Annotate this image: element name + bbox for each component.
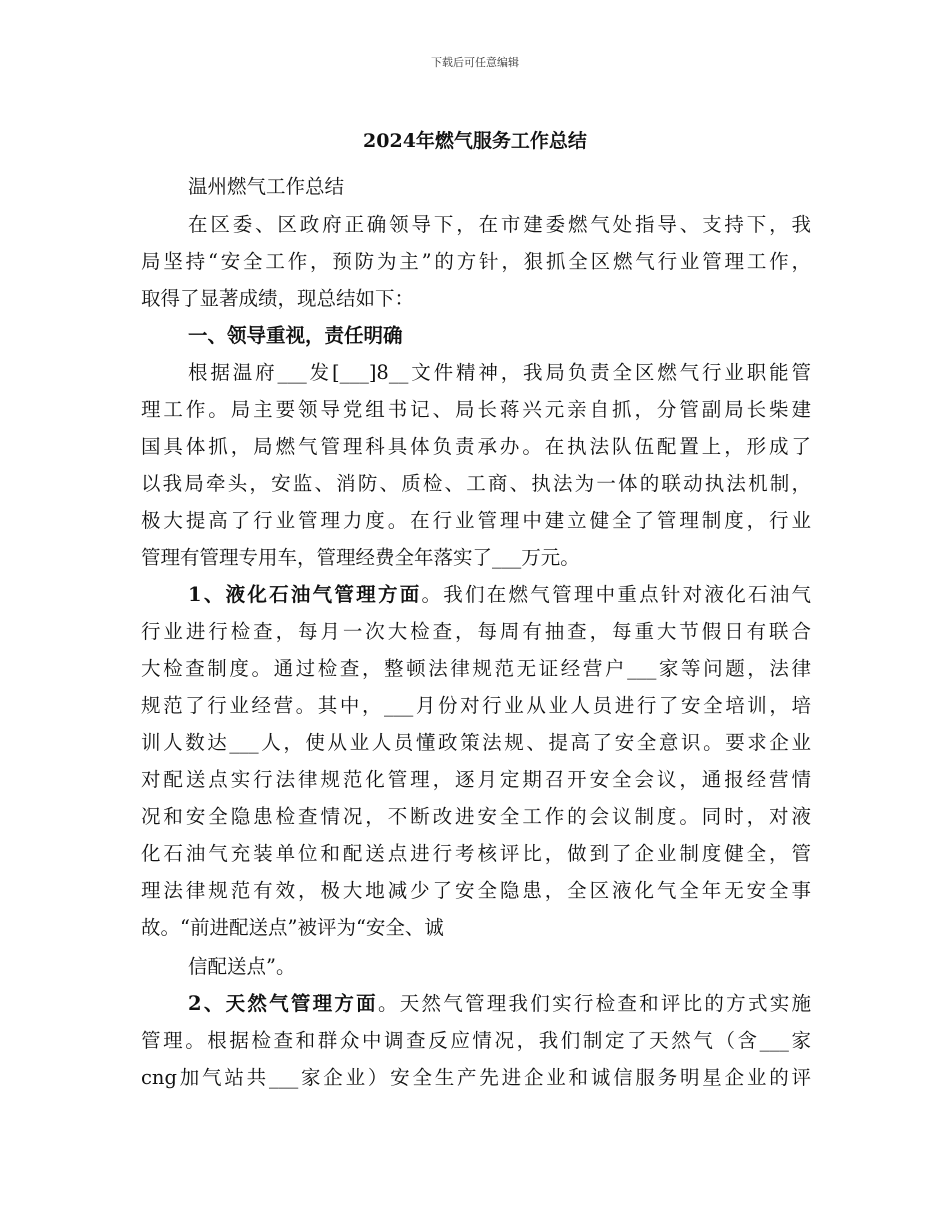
paragraph-line: 故。“前进配送点”被评为“安全、诚 [141, 916, 444, 939]
paragraph-line: 况和安全隐患检查情况，不断改进安全工作的会议制度。同时，对液 [141, 805, 811, 828]
paragraph-line: 管理。根据检查和群众中调查反应情况，我们制定了天然气（含___家 [141, 1029, 811, 1052]
paragraph-line: 理法律规范有效，极大地减少了安全隐患，全区液化气全年无安全事 [141, 879, 811, 902]
paragraph-line: 规范了行业经营。其中，___月份对行业从业人员进行了安全培训，培 [141, 694, 811, 717]
subtitle: 温州燃气工作总结 [188, 175, 345, 198]
section-heading: 一、领导重视，责任明确 [188, 324, 403, 347]
page-header-note: 下载后可任意编辑 [431, 56, 519, 69]
subsection-heading: 2、天然气管理方面 [188, 992, 378, 1015]
subsection-first-line [188, 583, 811, 607]
subsection-heading: 1、液化石油气管理方面 [188, 583, 422, 606]
intro-line: 取得了显著成绩，现总结如下： [141, 287, 415, 310]
paragraph-line: 根据温府___发[___]8__文件精神，我局负责全区燃气行业职能管 [188, 361, 811, 384]
paragraph-line: 极大提高了行业管理力度。在行业管理中建立健全了管理制度，行业 [141, 509, 811, 532]
paragraph-line: cng加气站共___家企业）安全生产先进企业和诚信服务明星企业的评 [141, 1066, 811, 1089]
paragraph-text: 。天然气管理我们实行检查和评比的方式实施 [377, 992, 811, 1015]
paragraph-line: 行业进行检查，每月一次大检查，每周有抽查，每重大节假日有联合 [141, 620, 811, 643]
paragraph-line: 管理有管理专用车，管理经费全年落实了___万元。 [141, 546, 580, 569]
paragraph-line: 信配送点”。 [188, 955, 296, 978]
intro-line: 局坚持“安全工作，预防为主”的方针，狠抓全区燃气行业管理工作， [141, 250, 811, 273]
paragraph-line: 理工作。局主要领导党组书记、局长蒋兴元亲自抓，分管副局长柴建 [141, 398, 811, 421]
paragraph-text: 。我们在燃气管理中重点针对液化石油气 [421, 583, 811, 606]
paragraph-line: 化石油气充装单位和配送点进行考核评比，做到了企业制度健全，管 [141, 842, 811, 865]
paragraph-line: 国具体抓，局燃气管理科具体负责承办。在执法队伍配置上，形成了 [141, 435, 811, 458]
paragraph-line: 对配送点实行法律规范化管理，逐月定期召开安全会议，通报经营情 [141, 768, 811, 791]
paragraph-line: 训人数达___人，使从业人员懂政策法规、提高了安全意识。要求企业 [141, 731, 811, 754]
paragraph-line: 以我局牵头，安监、消防、质检、工商、执法为一体的联动执法机制， [141, 472, 811, 495]
subsection-first-line [188, 992, 811, 1016]
page-title: 2024年燃气服务工作总结 [363, 130, 587, 152]
intro-line: 在区委、区政府正确领导下，在市建委燃气处指导、支持下，我 [188, 213, 811, 236]
paragraph-line: 大检查制度。通过检查，整顿法律规范无证经营户___家等问题，法律 [141, 657, 811, 680]
